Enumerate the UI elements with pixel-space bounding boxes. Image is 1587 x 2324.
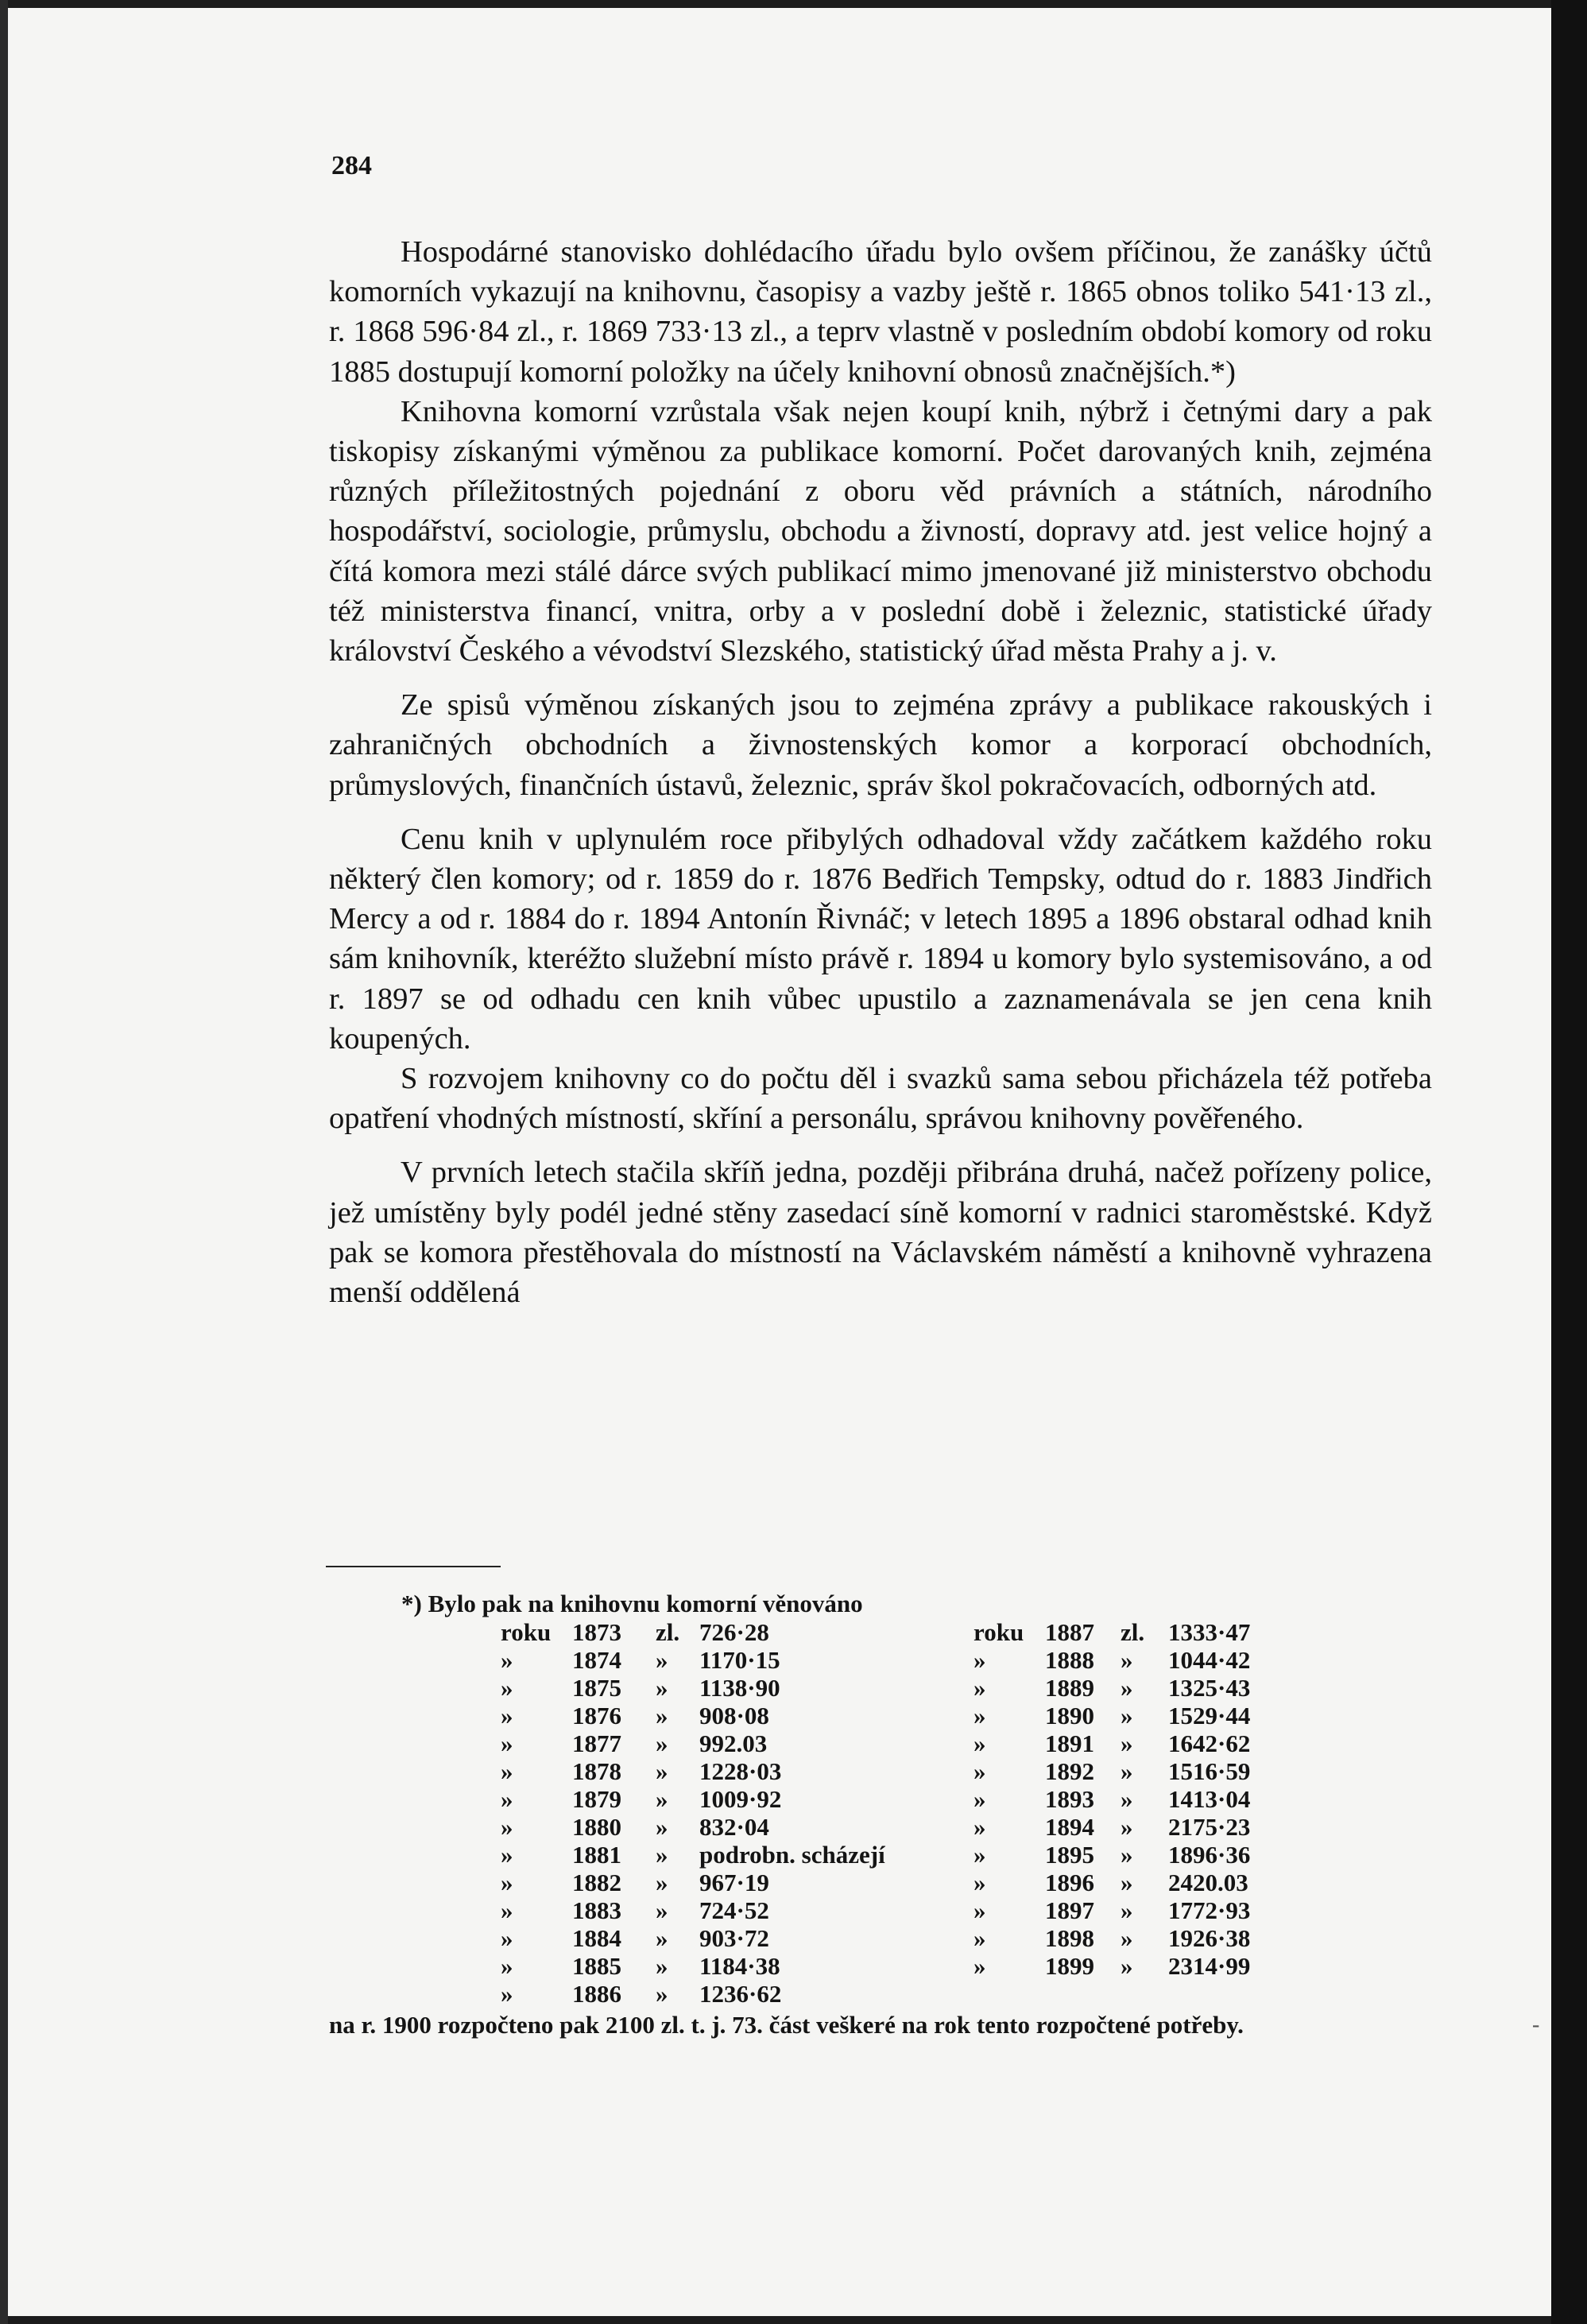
left-year: 1886 bbox=[572, 1980, 621, 2008]
paragraph-4: Cenu knih v uplynulém roce přibylých odhadoval vždy začátkem každého roku některý člen komory; od r. 1859 do r. 1876 Bedřich Tempsky, odtud do r. 1883 Jindřich Mercy a od r. 1884 do r. 1894 Antonín Řivnáč; v letech 1895 a 1896 obstaral odhad knih sám knihovník, kteréžto služební místo právě r. 1894 u komory bylo systemisováno, a od r. 1897 se od odhadu cen knih vůbec upustilo a zaznamenávala se jen cena knih koupených. bbox=[329, 822, 1432, 1055]
left-currency: » bbox=[656, 1702, 668, 1729]
right-year: 1891 bbox=[1045, 1729, 1094, 1757]
left-currency: » bbox=[656, 1869, 668, 1896]
right-roku-label: roku bbox=[973, 1618, 1024, 1646]
right-amount: 1413·04 bbox=[1168, 1785, 1251, 1813]
right-currency: » bbox=[1121, 1702, 1133, 1729]
left-amount: 903·72 bbox=[699, 1924, 769, 1952]
scan-left-edge bbox=[0, 0, 8, 2324]
table-row bbox=[469, 1618, 1311, 1646]
left-amount: 724·52 bbox=[699, 1896, 769, 1924]
page-number: 284 bbox=[331, 151, 372, 180]
body-text bbox=[329, 232, 1432, 1312]
right-year: 1888 bbox=[1045, 1646, 1094, 1674]
table-row bbox=[469, 1952, 1311, 1980]
left-currency: » bbox=[656, 1729, 668, 1757]
footnote-rule bbox=[326, 1566, 501, 1567]
right-currency: » bbox=[1121, 1674, 1133, 1702]
left-amount: 1236·62 bbox=[699, 1980, 782, 2008]
left-currency: » bbox=[656, 1924, 668, 1952]
left-year: 1877 bbox=[572, 1729, 621, 1757]
right-year: 1893 bbox=[1045, 1785, 1094, 1813]
table-row bbox=[469, 1646, 1311, 1674]
paragraph-5: S rozvojem knihovny co do počtu děl i svazků sama sebou přicházela též potřeba opatření vhodných místností, skříní a personálu, správou knihovny pověřeného. bbox=[329, 1062, 1432, 1136]
right-amount: 1926·38 bbox=[1168, 1924, 1251, 1952]
right-currency: » bbox=[1121, 1813, 1133, 1841]
left-currency: » bbox=[656, 1813, 668, 1841]
left-amount: 908·08 bbox=[699, 1702, 769, 1729]
right-amount: 1325·43 bbox=[1168, 1674, 1251, 1702]
right-roku-label: » bbox=[973, 1924, 986, 1952]
left-amount: 1009·92 bbox=[699, 1785, 782, 1813]
left-amount: 1184·38 bbox=[699, 1952, 780, 1980]
left-year: 1873 bbox=[572, 1618, 621, 1646]
table-row bbox=[469, 1674, 1311, 1702]
left-currency: » bbox=[656, 1896, 668, 1924]
right-amount: 1772·93 bbox=[1168, 1896, 1251, 1924]
left-year: 1878 bbox=[572, 1757, 621, 1785]
right-roku-label: » bbox=[973, 1757, 986, 1785]
left-roku-label: » bbox=[501, 1869, 513, 1896]
right-amount: 2314·99 bbox=[1168, 1952, 1251, 1980]
left-roku-label: » bbox=[501, 1674, 513, 1702]
right-currency: » bbox=[1121, 1841, 1133, 1869]
paragraph-6: V prvních letech stačila skříň jedna, později přibrána druhá, načež pořízeny police, jež umístěny byly podél jedné stěny zasedací síně komorní v radnici staroměstské. Když pak se komora přestěhovala do místností na Václavském náměstí a knihovně vyhrazena menší oddělená bbox=[329, 1156, 1432, 1310]
left-amount: 832·04 bbox=[699, 1813, 769, 1841]
right-year: 1892 bbox=[1045, 1757, 1094, 1785]
left-roku-label: » bbox=[501, 1924, 513, 1952]
left-roku-label: » bbox=[501, 1757, 513, 1785]
left-roku-label: » bbox=[501, 1729, 513, 1757]
right-year: 1890 bbox=[1045, 1702, 1094, 1729]
left-year: 1880 bbox=[572, 1813, 621, 1841]
table-row bbox=[469, 1813, 1311, 1841]
scan-right-edge bbox=[1551, 0, 1587, 2324]
margin-dash: - bbox=[1532, 2012, 1540, 2037]
right-roku-label: » bbox=[973, 1896, 986, 1924]
table-row bbox=[469, 1841, 1311, 1869]
right-currency: » bbox=[1121, 1729, 1133, 1757]
left-amount: 726·28 bbox=[699, 1618, 769, 1646]
right-year: 1899 bbox=[1045, 1952, 1094, 1980]
right-currency: » bbox=[1121, 1869, 1133, 1896]
left-currency: » bbox=[656, 1952, 668, 1980]
left-amount: 992.03 bbox=[699, 1729, 768, 1757]
table-row bbox=[469, 1896, 1311, 1924]
right-amount: 1642·62 bbox=[1168, 1729, 1251, 1757]
left-currency: » bbox=[656, 1757, 668, 1785]
right-currency: » bbox=[1121, 1896, 1133, 1924]
right-amount: 1333·47 bbox=[1168, 1618, 1251, 1646]
left-year: 1882 bbox=[572, 1869, 621, 1896]
table-row bbox=[469, 1702, 1311, 1729]
right-currency: » bbox=[1121, 1646, 1133, 1674]
right-roku-label: » bbox=[973, 1785, 986, 1813]
paragraph-2: Knihovna komorní vzrůstala však nejen koupí knih, nýbrž i četnými dary a pak tiskopisy získanými výměnou za publikace komorní. Počet darovaných knih, zejména různých příležitostných pojednání z oboru věd právních a státních, národního hospodářství, sociologie, průmyslu, obchodu a živností, dopravy atd. jest velice hojný a čítá komora mezi stálé dárce svých publikací mimo jmenované již ministerstvo obchodu též ministerstva financí, vnitra, orby a v poslední době i železnic, statistické úřady království Českého a vévodství Slezského, statistický úřad města Prahy a j. v. bbox=[329, 394, 1432, 668]
footnote-heading: *) Bylo pak na knihovnu komorní věnováno bbox=[401, 1590, 863, 1617]
right-roku-label: » bbox=[973, 1869, 986, 1896]
right-amount: 1516·59 bbox=[1168, 1757, 1251, 1785]
right-amount: 2420.03 bbox=[1168, 1869, 1248, 1896]
left-amount: 1170·15 bbox=[699, 1646, 780, 1674]
left-year: 1874 bbox=[572, 1646, 621, 1674]
right-roku-label: » bbox=[973, 1674, 986, 1702]
right-year: 1898 bbox=[1045, 1924, 1094, 1952]
right-currency: » bbox=[1121, 1952, 1133, 1980]
right-currency: » bbox=[1121, 1924, 1133, 1952]
left-roku-label: » bbox=[501, 1785, 513, 1813]
right-roku-label: » bbox=[973, 1952, 986, 1980]
right-roku-label: » bbox=[973, 1729, 986, 1757]
left-year: 1876 bbox=[572, 1702, 621, 1729]
left-amount: podrobn. scházejí bbox=[699, 1841, 885, 1869]
left-year: 1879 bbox=[572, 1785, 621, 1813]
left-year: 1885 bbox=[572, 1952, 621, 1980]
paragraph-1: Hospodárné stanovisko dohlédacího úřadu bylo ovšem příčinou, že zanášky účtů komorních vykazují na knihovnu, časopisy a vazby ještě r. 1865 obnos toliko 541·13 zl., r. 1868 596·84 zl., r. 1869 733·13 zl., a teprv vlastně v posledním období komory od roku 1885 dostupují komorní položky na účely knihovní obnosů značnějších.*) bbox=[329, 235, 1432, 389]
left-amount: 967·19 bbox=[699, 1869, 769, 1896]
right-year: 1897 bbox=[1045, 1896, 1094, 1924]
left-year: 1884 bbox=[572, 1924, 621, 1952]
footnote-table bbox=[469, 1618, 1311, 2008]
table-row bbox=[469, 1729, 1311, 1757]
table-row bbox=[469, 1757, 1311, 1785]
left-roku-label: » bbox=[501, 1813, 513, 1841]
right-currency: » bbox=[1121, 1757, 1133, 1785]
left-roku-label: » bbox=[501, 1841, 513, 1869]
right-year: 1894 bbox=[1045, 1813, 1094, 1841]
paragraph-3: Ze spisů výměnou získaných jsou to zejména zprávy a publikace rakouských i zahraničných obchodních a živnostenských komor a korporací obchodních, průmyslových, finančních ústavů, železnic, správ škol pokračovacích, odborných atd. bbox=[329, 688, 1432, 802]
left-roku-label: » bbox=[501, 1896, 513, 1924]
right-currency: zl. bbox=[1121, 1618, 1145, 1646]
right-year: 1889 bbox=[1045, 1674, 1094, 1702]
right-year: 1887 bbox=[1045, 1618, 1094, 1646]
left-year: 1881 bbox=[572, 1841, 621, 1869]
footnote-closing: na r. 1900 rozpočteno pak 2100 zl. t. j. 73. část veškeré na rok tento rozpočtené potřeby. bbox=[329, 2011, 1244, 2039]
table-row bbox=[469, 1980, 1311, 2008]
left-currency: zl. bbox=[656, 1618, 680, 1646]
left-amount: 1228·03 bbox=[699, 1757, 782, 1785]
left-currency: » bbox=[656, 1674, 668, 1702]
table-row bbox=[469, 1869, 1311, 1896]
table-row bbox=[469, 1924, 1311, 1952]
right-year: 1896 bbox=[1045, 1869, 1094, 1896]
right-year: 1895 bbox=[1045, 1841, 1094, 1869]
right-roku-label: » bbox=[973, 1702, 986, 1729]
left-year: 1875 bbox=[572, 1674, 621, 1702]
left-year: 1883 bbox=[572, 1896, 621, 1924]
left-roku-label: » bbox=[501, 1702, 513, 1729]
left-currency: » bbox=[656, 1785, 668, 1813]
left-currency: » bbox=[656, 1646, 668, 1674]
left-roku-label: » bbox=[501, 1646, 513, 1674]
right-amount: 2175·23 bbox=[1168, 1813, 1251, 1841]
left-currency: » bbox=[656, 1980, 668, 2008]
right-roku-label: » bbox=[973, 1813, 986, 1841]
left-amount: 1138·90 bbox=[699, 1674, 780, 1702]
left-roku-label: » bbox=[501, 1952, 513, 1980]
right-roku-label: » bbox=[973, 1646, 986, 1674]
right-amount: 1529·44 bbox=[1168, 1702, 1251, 1729]
table-row bbox=[469, 1785, 1311, 1813]
right-amount: 1896·36 bbox=[1168, 1841, 1251, 1869]
right-currency: » bbox=[1121, 1785, 1133, 1813]
left-currency: » bbox=[656, 1841, 668, 1869]
right-amount: 1044·42 bbox=[1168, 1646, 1251, 1674]
right-roku-label: » bbox=[973, 1841, 986, 1869]
left-roku-label: » bbox=[501, 1980, 513, 2008]
left-roku-label: roku bbox=[501, 1618, 552, 1646]
